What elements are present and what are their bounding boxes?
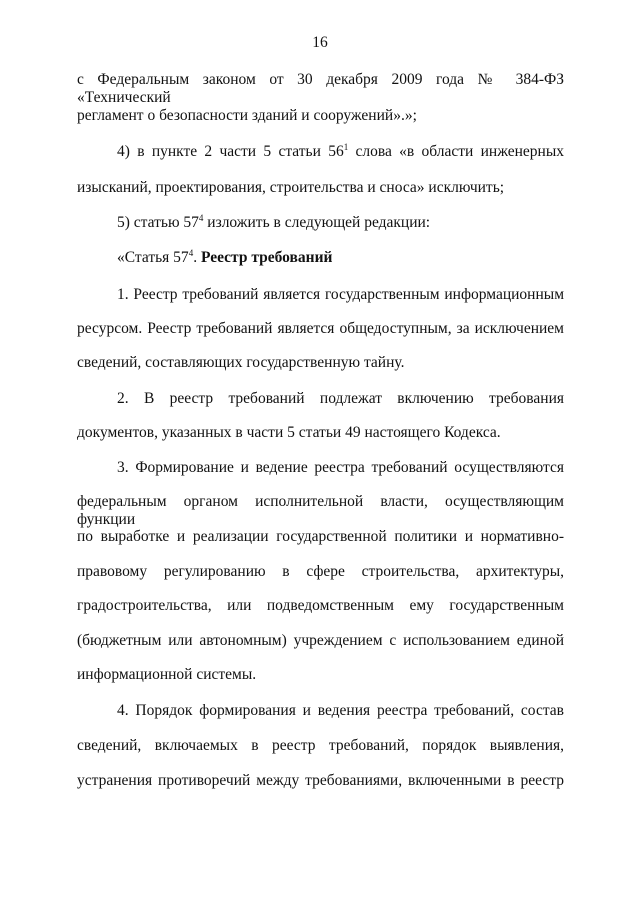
text-line: правовому регулированию в сфере строительства, архитектуры,	[77, 563, 564, 580]
text-line: сведений, составляющих государственную тайну.	[77, 354, 405, 371]
text-line: регламент о безопасности зданий и сооружений».»;	[77, 107, 417, 124]
text-line: 4) в пункте 2 части 5 статьи $56^1$ слова «в области инженерных	[117, 142, 564, 160]
text-line: документов, указанных в части 5 статьи 49 настоящего Кодекса.	[77, 424, 501, 441]
text-line: градостроительства, или подведомственным ему государственным	[77, 597, 564, 614]
text-line: информационной системы.	[77, 666, 257, 683]
text-line: с Федеральным законом от 30 декабря 2009 года № 384-ФЗ «Технический	[77, 71, 564, 106]
text-line: 3. Формирование и ведение реестра требований осуществляются	[117, 459, 564, 476]
article-heading: «Статья $57^4$. Реестр требований	[117, 248, 333, 266]
page-number: 16	[312, 34, 328, 51]
article-title: Реестр требований	[200, 249, 333, 266]
text-line: по выработке и реализации государственной политики и нормативно-	[77, 528, 564, 545]
text-line: ресурсом. Реестр требований является общедоступным, за исключением	[77, 320, 564, 337]
text-line: 4. Порядок формирования и ведения реестра требований, состав	[117, 702, 564, 719]
text-line: (бюджетным или автономным) учреждением с использованием единой	[77, 632, 564, 649]
text-line: изысканий, проектирования, строительства и сноса» исключить;	[77, 179, 505, 196]
text-line: сведений, включаемых в реестр требований, порядок выявления,	[77, 737, 564, 754]
text-line: 2. В реестр требований подлежат включению требования	[117, 390, 564, 407]
text-line: федеральным органом исполнительной власти, осуществляющим функции	[77, 493, 564, 528]
text-line: устранения противоречий между требованиями, включенными в реестр	[77, 772, 564, 789]
text-line: 1. Реестр требований является государственным информационным	[117, 286, 564, 303]
text-line: 5) статью $57^4$ изложить в следующей редакции:	[117, 213, 431, 231]
